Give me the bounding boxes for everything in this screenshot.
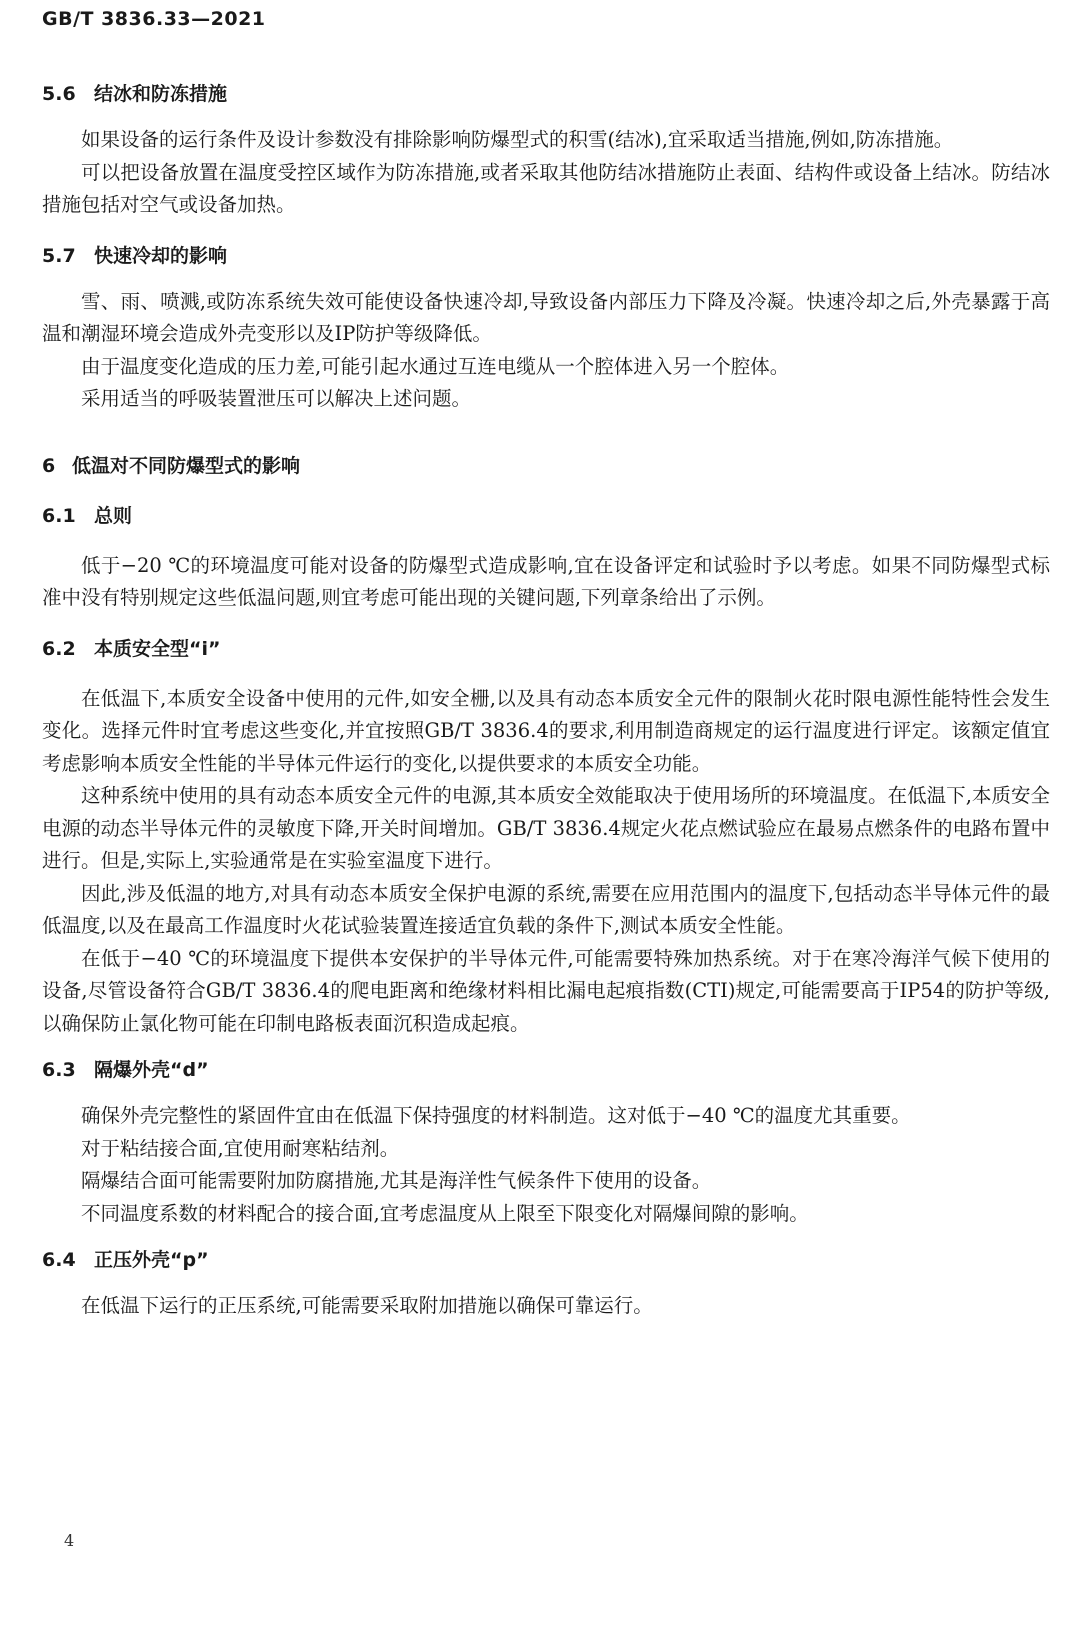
section-number: 6.3 bbox=[42, 1059, 76, 1081]
paragraph: 如果设备的运行条件及设计参数没有排除影响防爆型式的积雪(结冰),宜采取适当措施,例如,防冻措施。 bbox=[81, 128, 954, 151]
paragraph: 对于粘结接合面,宜使用耐寒粘结剂。 bbox=[81, 1136, 400, 1160]
section-heading-6-4 bbox=[42, 1244, 1050, 1276]
section-heading-6-2 bbox=[42, 633, 1050, 665]
section-title: 隔爆外壳“d” bbox=[94, 1059, 209, 1081]
paragraph: 由于温度变化造成的压力差,可能引起水通过互连电缆从一个腔体进入另一个腔体。 bbox=[81, 354, 790, 378]
document-body bbox=[42, 78, 1050, 1323]
section-title: 快速冷却的影响 bbox=[94, 244, 228, 267]
chapter-number: 6 bbox=[42, 454, 56, 477]
paragraph: 低于−20 ℃的环境温度可能对设备的防爆型式造成影响,宜在设备评定和试验时予以考虑。如果不同防爆型式标准中没有特别规定这些低温问题,则宜考虑可能出现的关键问题,下列章条给出了示例。 bbox=[42, 553, 1050, 609]
section-number: 5.7 bbox=[42, 244, 76, 267]
paragraph: 雪、雨、喷溅,或防冻系统失效可能使设备快速冷却,导致设备内部压力下降及冷凝。快速冷却之后,外壳暴露于高温和潮湿环境会造成外壳变形以及IP防护等级降低。 bbox=[42, 289, 1050, 345]
chapter-heading-6 bbox=[42, 450, 1050, 482]
paragraph: 因此,涉及低温的地方,对具有动态本质安全保护电源的系统,需要在应用范围内的温度下,包括动态半导体元件的最低温度,以及在最高工作温度时火花试验装置连接适宜负载的条件下,测试本质安全性能。 bbox=[42, 881, 1050, 937]
paragraph: 不同温度系数的材料配合的接合面,宜考虑温度从上限至下限变化对隔爆间隙的影响。 bbox=[81, 1201, 809, 1225]
section-heading-6-1 bbox=[42, 500, 1050, 532]
paragraph: 确保外壳完整性的紧固件宜由在低温下保持强度的材料制造。这对低于−40 ℃的温度尤其重要。 bbox=[81, 1104, 911, 1127]
paragraph: 这种系统中使用的具有动态本质安全元件的电源,其本质安全效能取决于使用场所的环境温度。在低温下,本质安全电源的动态半导体元件的灵敏度下降,开关时间增加。GB/T 3836.4规定火花点燃试验应在最易点燃条件的电路布置中进行。但是,实际上,实验通常是在实验室温度下进行。 bbox=[42, 784, 1050, 872]
section-heading-5-7 bbox=[42, 240, 1050, 272]
section-title: 结冰和防冻措施 bbox=[94, 83, 228, 105]
page-number: 4 bbox=[64, 1531, 75, 1550]
paragraph: 采用适当的呼吸装置泄压可以解决上述问题。 bbox=[81, 387, 472, 410]
section-number: 6.4 bbox=[42, 1249, 76, 1271]
paragraph: 可以把设备放置在温度受控区域作为防冻措施,或者采取其他防结冰措施防止表面、结构件或设备上结冰。防结冰措施包括对空气或设备加热。 bbox=[42, 160, 1050, 216]
chapter-title: 低温对不同防爆型式的影响 bbox=[72, 454, 301, 477]
section-heading-6-3 bbox=[42, 1054, 1050, 1086]
paragraph: 在低温下,本质安全设备中使用的元件,如安全栅,以及具有动态本质安全元件的限制火花时限电源性能特性会发生变化。选择元件时宜考虑这些变化,并宜按照GB/T 3836.4的要求,利用制造商规定的运行温度进行评定。该额定值宜考虑影响本质安全性能的半导体元件运行的变化,以提供要求的本质安全功能。 bbox=[42, 686, 1050, 775]
paragraph: 在低于−40 ℃的环境温度下提供本安保护的半导体元件,可能需要特殊加热系统。对于在寒冷海洋气候下使用的设备,尽管设备符合GB/T 3836.4的爬电距离和绝缘材料相比漏电起痕指数(CTI)规定,可能需要高于IP54的防护等级,以确保防止氯化物可能在印制电路板表面沉积造成起痕。 bbox=[42, 946, 1050, 1035]
section-title: 本质安全型“i” bbox=[94, 637, 221, 660]
paragraph: 隔爆结合面可能需要附加防腐措施,尤其是海洋性气候条件下使用的设备。 bbox=[81, 1169, 712, 1192]
section-title: 正压外壳“p” bbox=[94, 1249, 209, 1271]
section-number: 6.1 bbox=[42, 504, 76, 527]
section-number: 6.2 bbox=[42, 637, 76, 660]
standard-code-header: GB/T 3836.33—2021 bbox=[42, 8, 266, 30]
section-number: 5.6 bbox=[42, 83, 76, 105]
paragraph: 在低温下运行的正压系统,可能需要采取附加措施以确保可靠运行。 bbox=[81, 1294, 653, 1317]
section-title: 总则 bbox=[94, 504, 133, 527]
section-heading-5-6 bbox=[42, 78, 1050, 110]
